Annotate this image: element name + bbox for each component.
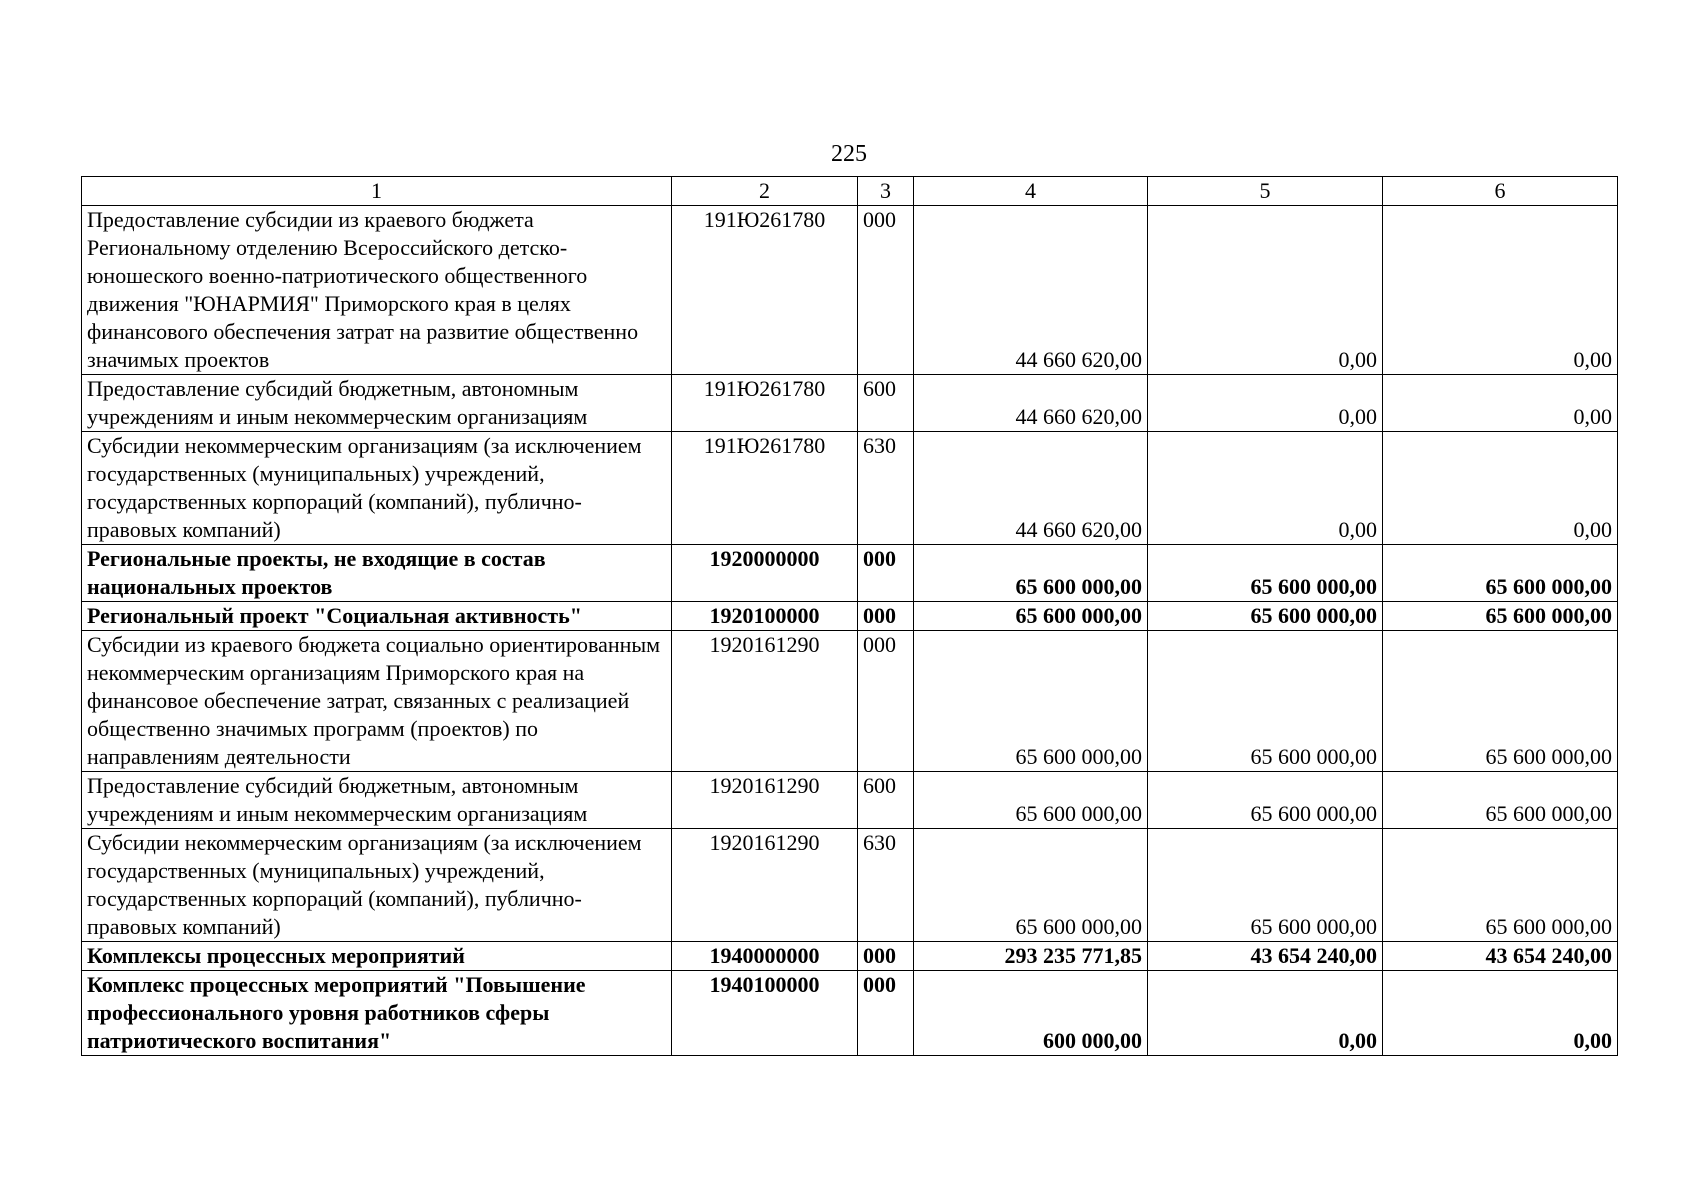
row-type: 600 (858, 375, 914, 432)
row-value-5: 65 600 000,00 (1148, 602, 1383, 631)
table-row (82, 631, 1618, 772)
row-value-4: 293 235 771,85 (914, 942, 1148, 971)
row-value-6: 0,00 (1383, 375, 1618, 432)
row-value-4: 65 600 000,00 (914, 772, 1148, 829)
table-row (82, 432, 1618, 545)
row-code: 191Ю261780 (672, 206, 858, 375)
row-value-4: 44 660 620,00 (914, 432, 1148, 545)
row-name: Предоставление субсидий бюджетным, автономным учреждениям и иным некоммерческим организациям (82, 772, 672, 829)
row-value-4: 44 660 620,00 (914, 375, 1148, 432)
row-value-4: 65 600 000,00 (914, 631, 1148, 772)
row-value-6: 0,00 (1383, 971, 1618, 1056)
row-code: 1920161290 (672, 772, 858, 829)
row-type: 000 (858, 971, 914, 1056)
row-value-5: 0,00 (1148, 432, 1383, 545)
row-value-5: 65 600 000,00 (1148, 772, 1383, 829)
column-header-2: 2 (672, 177, 858, 206)
row-value-5: 65 600 000,00 (1148, 829, 1383, 942)
row-value-6: 65 600 000,00 (1383, 545, 1618, 602)
table-row (82, 971, 1618, 1056)
row-value-6: 43 654 240,00 (1383, 942, 1618, 971)
row-value-5: 0,00 (1148, 206, 1383, 375)
table-row (82, 206, 1618, 375)
page-number: 225 (831, 141, 867, 167)
column-header-5: 5 (1148, 177, 1383, 206)
row-name: Предоставление субсидии из краевого бюджета Региональному отделению Всероссийского детско-юношеского военно-патриотического общественного движения "ЮНАРМИЯ" Приморского края в целях финансового обеспечения затрат на развитие общественно значимых проектов (82, 206, 672, 375)
row-code: 1940100000 (672, 971, 858, 1056)
table-row (82, 772, 1618, 829)
row-value-4: 44 660 620,00 (914, 206, 1148, 375)
row-name: Субсидии из краевого бюджета социально ориентированным некоммерческим организациям Приморского края на финансовое обеспечение затрат, связанных с реализацией общественно значимых программ (проектов) по направлениям деятельности (82, 631, 672, 772)
row-code: 1920000000 (672, 545, 858, 602)
row-value-5: 43 654 240,00 (1148, 942, 1383, 971)
row-name: Региональный проект "Социальная активность" (82, 602, 672, 631)
row-code: 1920161290 (672, 631, 858, 772)
row-code: 1920100000 (672, 602, 858, 631)
row-value-5: 0,00 (1148, 375, 1383, 432)
row-type: 000 (858, 942, 914, 971)
row-value-4: 65 600 000,00 (914, 602, 1148, 631)
row-value-6: 0,00 (1383, 206, 1618, 375)
row-value-4: 600 000,00 (914, 971, 1148, 1056)
row-value-6: 65 600 000,00 (1383, 829, 1618, 942)
column-header-1: 1 (82, 177, 672, 206)
row-type: 630 (858, 829, 914, 942)
row-value-6: 65 600 000,00 (1383, 772, 1618, 829)
row-type: 000 (858, 545, 914, 602)
row-name: Комплексы процессных мероприятий (82, 942, 672, 971)
row-name: Предоставление субсидий бюджетным, автономным учреждениям и иным некоммерческим организациям (82, 375, 672, 432)
row-code: 1940000000 (672, 942, 858, 971)
row-code: 1920161290 (672, 829, 858, 942)
row-value-6: 65 600 000,00 (1383, 631, 1618, 772)
column-header-6: 6 (1383, 177, 1618, 206)
row-value-6: 65 600 000,00 (1383, 602, 1618, 631)
row-type: 000 (858, 206, 914, 375)
row-value-6: 0,00 (1383, 432, 1618, 545)
row-type: 000 (858, 631, 914, 772)
budget-table (81, 176, 1618, 1056)
row-value-4: 65 600 000,00 (914, 545, 1148, 602)
row-value-5: 65 600 000,00 (1148, 631, 1383, 772)
row-value-5: 0,00 (1148, 971, 1383, 1056)
row-type: 000 (858, 602, 914, 631)
row-name: Субсидии некоммерческим организациям (за исключением государственных (муниципальных) учреждений, государственных корпораций (компаний), публично-правовых компаний) (82, 829, 672, 942)
row-code: 191Ю261780 (672, 375, 858, 432)
table-header-row (82, 177, 1618, 206)
table-row (82, 375, 1618, 432)
column-header-3: 3 (858, 177, 914, 206)
row-name: Комплекс процессных мероприятий "Повышение профессионального уровня работников сферы патриотического воспитания" (82, 971, 672, 1056)
table-row (82, 829, 1618, 942)
row-value-4: 65 600 000,00 (914, 829, 1148, 942)
row-type: 630 (858, 432, 914, 545)
row-type: 600 (858, 772, 914, 829)
column-header-4: 4 (914, 177, 1148, 206)
table-row (82, 545, 1618, 602)
table-row (82, 602, 1618, 631)
table-row (82, 942, 1618, 971)
row-name: Региональные проекты, не входящие в состав национальных проектов (82, 545, 672, 602)
row-code: 191Ю261780 (672, 432, 858, 545)
row-name: Субсидии некоммерческим организациям (за исключением государственных (муниципальных) учреждений, государственных корпораций (компаний), публично-правовых компаний) (82, 432, 672, 545)
row-value-5: 65 600 000,00 (1148, 545, 1383, 602)
